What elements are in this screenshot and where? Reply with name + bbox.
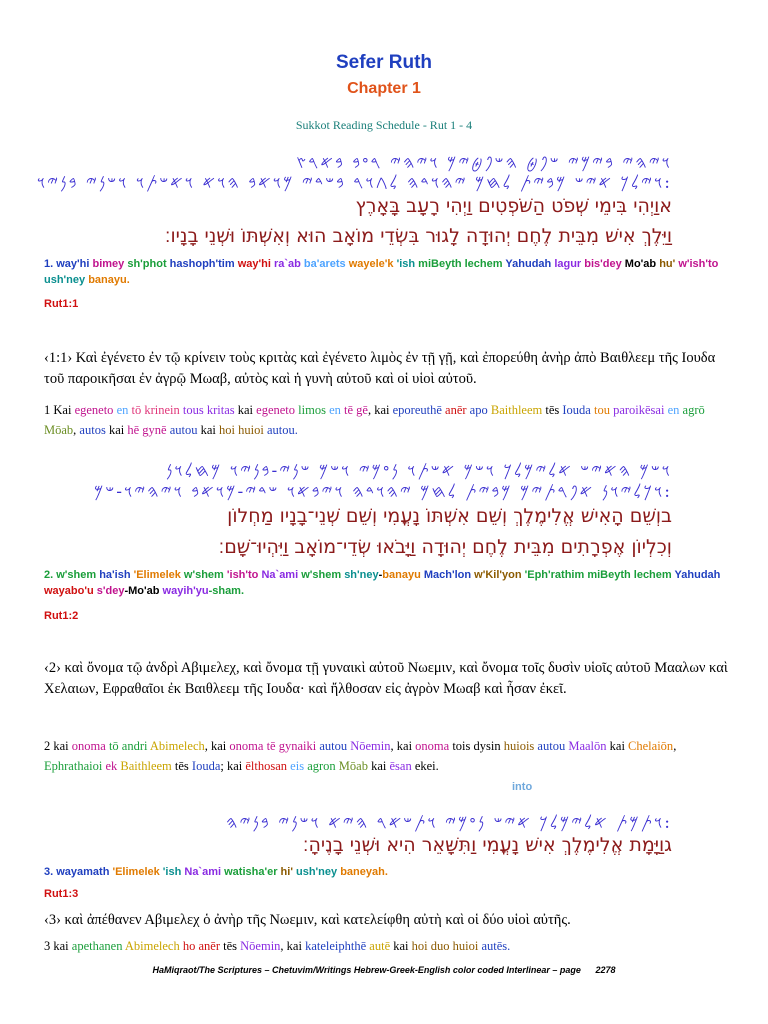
word: miBeyth lechem [587, 569, 675, 581]
word: wayih'yu [162, 585, 209, 597]
word: 'Elimelek [133, 569, 184, 581]
word: onoma [415, 739, 453, 753]
word: hē gynē [127, 423, 170, 437]
word: ho anēr [182, 939, 224, 953]
word: lagur [554, 258, 585, 270]
paleo-hebrew-line: 𐤅𐤔𐤌 𐤄𐤀𐤉𐤔 𐤀𐤋𐤉𐤌𐤋𐤊 𐤅𐤔𐤌 𐤀𐤔𐤕𐤅 𐤍𐤏𐤌𐤉 𐤅𐤔𐤌 𐤔𐤍𐤉-𐤁𐤍𐤉𐤅 𐤌𐤇𐤋𐤅𐤍 [165, 461, 672, 481]
word: apo [469, 403, 491, 417]
word: watisha'er [224, 866, 281, 878]
word: hashoph'tim [169, 258, 238, 270]
transliteration [44, 864, 724, 880]
paleo-hebrew-line: :𐤅𐤊𐤋𐤉𐤅𐤍 𐤀𐤐𐤓𐤕𐤉𐤌 𐤌𐤁𐤉𐤕 𐤋𐤇𐤌 𐤉𐤄𐤅𐤃𐤄 𐤅𐤉𐤁𐤀𐤅 𐤔𐤃𐤉-𐤌𐤅𐤀𐤁 𐤅𐤉𐤄𐤉𐤅-𐤔𐤌 [94, 482, 672, 502]
word: Na`ami [184, 866, 225, 878]
word: ra`ab [273, 258, 304, 270]
word: tēs [174, 759, 192, 773]
paleo-hebrew-line: :𐤅𐤉𐤋𐤊 𐤀𐤉𐤔 𐤌𐤁𐤉𐤕 𐤋𐤇𐤌 𐤉𐤄𐤅𐤃𐤄 𐤋𐤂𐤅𐤓 𐤁𐤔𐤃𐤉 𐤌𐤅𐤀𐤁 𐤄𐤅𐤀 𐤅𐤀𐤔𐤕𐤅 𐤅𐤔𐤍𐤉 𐤁𐤍𐤉𐤅 [36, 173, 672, 193]
page-number: 2278 [595, 965, 616, 975]
word: paroikēsai [613, 403, 668, 417]
book-title: Sefer Ruth [335, 52, 433, 73]
reading-schedule: Sukkot Reading Schedule - Rut 1 - 4 [295, 118, 473, 132]
word: autos [79, 423, 109, 437]
word: autou [169, 423, 201, 437]
greek-text: ‹2› καὶ ὄνομα τῷ ἀνδρὶ Αβιμελεχ, καὶ ὄνομα τῇ γυναικὶ αὐτοῦ Νωεμιν, καὶ ὄνομα τοῖς δυσὶν υἱοῖς αὐτοῦ Μααλων καὶ Χελαιων, Εφραθαῖοι ἐκ Βαιθλεεμ τῆς Ιουδα· καὶ ἤλθοσαν εἰς ἀγρὸν Μωαβ καὶ ἦσαν ἐκεῖ. [44, 660, 728, 697]
word: tois dysin [452, 739, 504, 753]
word: 'ish [162, 866, 185, 878]
word: sh'ney [344, 569, 379, 581]
word: eporeuthē [392, 403, 446, 417]
word: hu' [659, 258, 679, 270]
word: kai [237, 403, 257, 417]
word: banayu. [88, 274, 130, 286]
word: ēsan [389, 759, 415, 773]
word: 1 Kai [44, 403, 75, 417]
verse-reference: Rut1:1 [44, 298, 79, 310]
transliteration [44, 256, 724, 288]
word: eis [290, 759, 308, 773]
word: kai [371, 759, 390, 773]
hebrew-line: בוְשֵׁם הָאִישׁ אֱלִימֶלֶךְ וְשֵׁם אִשְׁתּוֹ נָעֳמִי וְשֵׁם שְׁנֵי־בָנָיו מַחְלוֹן [227, 505, 672, 527]
word: anēr [445, 403, 470, 417]
word: agrō [682, 403, 705, 417]
word: tē gynaiki [266, 739, 320, 753]
verse-reference: Rut1:2 [44, 610, 79, 622]
word: Baithleem [490, 403, 546, 417]
word: baneyah. [340, 866, 388, 878]
word: wayabo'u [44, 585, 97, 597]
word: onoma [71, 739, 109, 753]
word: 'ish [396, 258, 419, 270]
word: - [124, 585, 129, 597]
word: egeneto [74, 403, 117, 417]
word: tous kritas [182, 403, 238, 417]
word: 1. way'hi [44, 258, 93, 270]
paleo-hebrew-line: 𐤅𐤉𐤄𐤉 𐤁𐤉𐤌𐤉 𐤔𐤐𐤈 𐤄𐤔𐤐𐤈𐤉𐤌 𐤅𐤉𐤄𐤉 𐤓𐤏𐤁 𐤁𐤀𐤓𐤑 [296, 153, 672, 173]
word: kai [609, 739, 629, 753]
word: Nōemin [350, 739, 391, 753]
word: en [667, 403, 683, 417]
word: apethanen [71, 939, 125, 953]
english-interlinear [44, 936, 734, 956]
word: ush'ney [44, 274, 89, 286]
english-interlinear [44, 400, 734, 440]
word: Abimelech [149, 739, 205, 753]
word: Mach'lon [423, 569, 475, 581]
word: kai [108, 423, 128, 437]
word: hoi huioi [219, 423, 267, 437]
word: tē gē [344, 403, 368, 417]
word: tēs [223, 939, 241, 953]
word: w'shem [301, 569, 345, 581]
word: sh'phot [127, 258, 170, 270]
word: Ephrathaioi [44, 759, 106, 773]
word: Chelaiōn [628, 739, 674, 753]
word: tō krinein [131, 403, 183, 417]
chapter-title: Chapter 1 [347, 80, 421, 97]
word: 3. wayamath [44, 866, 113, 878]
word: way'hi [237, 258, 274, 270]
word: 2. w'shem [44, 569, 100, 581]
word: autou. [266, 423, 298, 437]
word: autēs. [481, 939, 511, 953]
word: 'Elimelek [112, 866, 163, 878]
word: , kai [367, 403, 393, 417]
word: ekei. [414, 759, 439, 773]
footer-text: HaMiqraot/The Scriptures – Chetuvim/Writings Hebrew-Greek-English color coded Interlinear – page [152, 965, 581, 975]
word: bimey [92, 258, 128, 270]
paleo-hebrew-line: :𐤅𐤕𐤌𐤕 𐤀𐤋𐤉𐤌𐤋𐤊 𐤀𐤉𐤔 𐤍𐤏𐤌𐤉 𐤅𐤕𐤔𐤀𐤓 𐤄𐤉𐤀 𐤅𐤔𐤍𐤉 𐤁𐤍𐤉𐤄 [226, 813, 672, 833]
word: banayu [382, 569, 424, 581]
greek-text: ‹3› καὶ ἀπέθανεν Αβιμελεχ ὁ ἀνὴρ τῆς Νωεμιν, καὶ κατελείφθη αὐτὴ καὶ οἱ δύο υἱοὶ αὐτῆς. [44, 912, 571, 928]
word: tō andri [108, 739, 150, 753]
word: w'ish'to [678, 258, 719, 270]
word: tēs [545, 403, 563, 417]
word: 'ish'to [226, 569, 262, 581]
word: egeneto [256, 403, 299, 417]
word: Iouda [562, 403, 594, 417]
word: w'shem [183, 569, 227, 581]
hebrew-line: וְכִלְיוֹן אֶפְרָתִים מִבֵּית לֶחֶם יְהוּדָה וַיָּבֹאוּ שְׂדֵי־מוֹאָב וַיִּהְיוּ־שָׁם׃ [218, 536, 672, 558]
word: , [73, 423, 80, 437]
transliteration [44, 567, 724, 599]
word: Iouda [191, 759, 221, 773]
word: limos [298, 403, 330, 417]
word: autou [319, 739, 351, 753]
page-footer [0, 965, 768, 975]
word: kai [200, 423, 220, 437]
word: - [378, 569, 383, 581]
word: Baithleem [120, 759, 175, 773]
word: w'Kil'yon [474, 569, 525, 581]
word: onoma [229, 739, 267, 753]
word: , kai [204, 739, 230, 753]
word: Mōab [338, 759, 372, 773]
word: hi' [280, 866, 296, 878]
word: Na`ami [261, 569, 302, 581]
word: 'Eph'rathim [524, 569, 588, 581]
word: Yahudah [674, 569, 721, 581]
word: Mo'ab [128, 585, 163, 597]
word: 2 kai [44, 739, 72, 753]
word: ek [105, 759, 121, 773]
word: , kai [390, 739, 416, 753]
hebrew-line: אוַיְהִי בִּימֵי שְׁפֹט הַשֹּׁפְטִים וַיְהִי רָעָב בָּאָרֶץ [355, 195, 672, 217]
word: Nōemin [240, 939, 281, 953]
word: , kai [280, 939, 306, 953]
word: tou [593, 403, 614, 417]
word: kai [393, 939, 412, 953]
english-interlinear [44, 736, 734, 776]
hebrew-line: גוַיָּמָת אֱלִימֶלֶךְ אִישׁ נָעֳמִי וַתִּשָּׁאֵר הִיא וּשְׁנֵי בָנֶיהָ׃ [302, 834, 672, 856]
word: huiois [503, 739, 538, 753]
word: s'dey [96, 585, 125, 597]
word: en [329, 403, 345, 417]
word: ēlthosan [245, 759, 291, 773]
hebrew-line: וַיֵּלֶךְ אִישׁ מִבֵּית לֶחֶם יְהוּדָה לָגוּר בִּשְׂדֵי מוֹאָב הוּא וְאִשְׁתּוֹ וּשְׁנֵי בָנָיו׃ [164, 225, 672, 247]
word: Mōab [44, 423, 74, 437]
word: ha'ish [99, 569, 134, 581]
word: huioi [452, 939, 482, 953]
word: bis'dey [584, 258, 625, 270]
word: autou [537, 739, 569, 753]
greek-text: ‹1:1› Καὶ ἐγένετο ἐν τῷ κρίνειν τοὺς κριτὰς καὶ ἐγένετο λιμὸς ἐν τῇ γῇ, καὶ ἐπορεύθη ἀνὴρ ἀπὸ Βαιθλεεμ τῆς Ιουδα τοῦ παροικῆσαι ἐν ἀγρῷ Μωαβ, αὐτὸς καὶ ἡ γυνὴ αὐτοῦ καὶ οἱ υἱοὶ αὐτοῦ. [44, 350, 716, 387]
word: -sham. [208, 585, 245, 597]
word: Mo'ab [624, 258, 660, 270]
word: kateleiphthē [305, 939, 370, 953]
verse-reference: Rut1:3 [44, 888, 79, 900]
word: miBeyth lechem [418, 258, 506, 270]
word: Yahudah [505, 258, 555, 270]
word: ush'ney [296, 866, 341, 878]
word: , [673, 739, 677, 753]
word: en [116, 403, 132, 417]
word: ba'arets [303, 258, 349, 270]
word: Abimelech [124, 939, 183, 953]
word: wayele'k [348, 258, 397, 270]
word: 3 kai [44, 939, 72, 953]
word: agron [307, 759, 339, 773]
word: hoi duo [411, 939, 453, 953]
word: autē [369, 939, 394, 953]
margin-note: into [512, 781, 533, 793]
word: ; kai [220, 759, 246, 773]
word: Maalōn [568, 739, 610, 753]
